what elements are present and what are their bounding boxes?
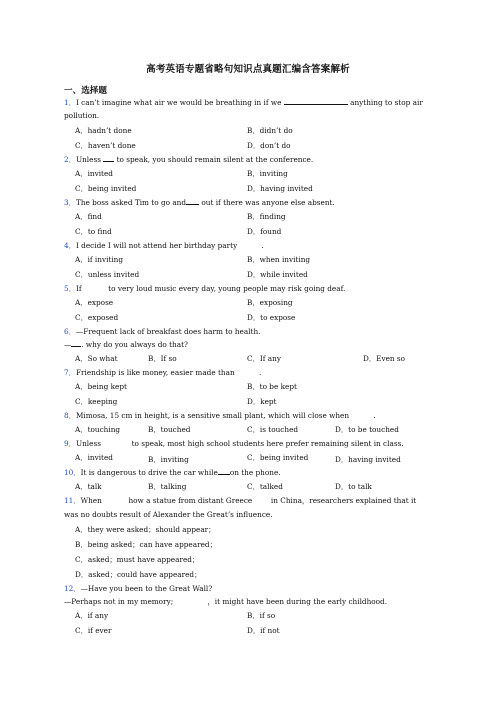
question-number: 6． [64, 327, 76, 336]
option-d[interactable]: D．to expose [247, 313, 296, 322]
option-b[interactable]: B．exposing [247, 298, 293, 307]
option-c[interactable]: C．is touched [247, 425, 299, 434]
option-d[interactable]: D．to talk [335, 482, 372, 491]
question-1: 1．I can’t imagine what air we would be breathing in if we anything to stop air [64, 98, 423, 107]
answer-blank [186, 198, 199, 205]
question-9: 9．Unless to speak, most high school students here prefer remaining silent in class. [64, 439, 404, 448]
document-title: 高考英语专题省略句知识点真题汇编含答案解析 [146, 64, 350, 75]
option-a[interactable]: A．talk [75, 482, 102, 491]
option-c[interactable]: C．exposed [75, 313, 119, 322]
question-11: 11．When how a statue from distant Greece in China，researchers explained that it [64, 496, 417, 505]
option-d[interactable]: D．don’t do [247, 141, 291, 150]
answer-blank [218, 468, 230, 475]
option-b[interactable]: B．If so [148, 354, 177, 363]
option-c[interactable]: C．asked；must have appeared； [75, 555, 200, 564]
option-b[interactable]: B．being asked；can have appeared； [75, 540, 217, 549]
question-11-continuation: was no doubts result of Alexander the Great’s influence. [64, 510, 273, 519]
question-6: 6．—Frequent lack of breakfast does harm to health. [64, 327, 261, 336]
option-c[interactable]: C．talked [247, 482, 283, 491]
option-b[interactable]: B．talking [148, 482, 187, 491]
option-b[interactable]: B．touched [148, 425, 191, 434]
option-b[interactable]: B．when inviting [247, 255, 311, 264]
answer-blank [71, 340, 81, 347]
question-number: 5． [64, 284, 76, 293]
question-number: 11． [64, 496, 81, 505]
answer-blank [103, 155, 114, 162]
option-c[interactable]: C．being invited [75, 184, 137, 193]
option-d[interactable]: D．if not [247, 626, 280, 635]
option-c[interactable]: C．unless invited [75, 270, 140, 279]
option-b[interactable]: B．didn’t do [247, 126, 293, 135]
option-d[interactable]: D．Even so [363, 354, 406, 363]
option-a[interactable]: A．invited [75, 453, 113, 462]
option-b[interactable]: B．inviting [247, 169, 288, 178]
option-d[interactable]: D．to be touched [335, 425, 399, 434]
option-b[interactable]: B．if so [247, 611, 276, 620]
question-number: 9． [64, 439, 76, 448]
option-c[interactable]: C．to find [75, 227, 112, 236]
option-d[interactable]: D．asked；could have appeared； [75, 570, 202, 579]
option-d[interactable]: D．while invited [247, 270, 308, 279]
question-3: 3．The boss asked Tim to go and out if there was anyone else absent. [64, 198, 335, 207]
option-a[interactable]: A．if any [75, 611, 109, 620]
option-c[interactable]: C．haven’t done [75, 141, 136, 150]
question-number: 12． [64, 584, 81, 593]
question-5: 5．If to very loud music every day, young people may risk going deaf. [64, 284, 346, 293]
question-number: 2． [64, 155, 76, 164]
option-d[interactable]: D．having invited [335, 455, 401, 464]
option-a[interactable]: A．So what [75, 354, 118, 363]
option-a[interactable]: A．find [75, 212, 102, 221]
option-c[interactable]: C．if ever [75, 626, 112, 635]
option-c[interactable]: C．being invited [247, 453, 309, 462]
question-8: 8．Mimosa, 15 cm in height, is a sensitive small plant, which will close when . [64, 411, 376, 420]
question-4: 4．I decide I will not attend her birthday party . [64, 241, 264, 250]
section-heading: 一、选择题 [64, 86, 107, 96]
option-b[interactable]: B．to be kept [247, 382, 297, 391]
question-7: 7．Friendship is like money, easier made than . [64, 368, 262, 377]
question-number: 10． [64, 468, 81, 477]
question-2: 2．Unless to speak, you should remain silent at the conference. [64, 155, 314, 164]
question-12: 12．—Have you been to the Great Wall? [64, 584, 213, 593]
question-number: 4． [64, 241, 76, 250]
option-d[interactable]: D．kept [247, 397, 277, 406]
option-b[interactable]: B．finding [247, 212, 286, 221]
answer-blank [284, 98, 348, 105]
option-a[interactable]: A．touching [75, 425, 121, 434]
option-a[interactable]: A．hadn’t done [75, 126, 132, 135]
option-c[interactable]: C．keeping [75, 397, 118, 406]
question-1-continuation: pollution. [64, 111, 100, 120]
question-number: 7． [64, 368, 76, 377]
option-b[interactable]: B．inviting [148, 455, 189, 464]
question-12-response: —Perhaps not in my memory; ，it might have been during the early childhood. [64, 597, 388, 606]
question-number: 8． [64, 411, 76, 420]
option-c[interactable]: C．If any [247, 354, 281, 363]
question-number: 3． [64, 198, 76, 207]
option-a[interactable]: A．invited [75, 169, 113, 178]
question-6-response: — . why do you always do that? [64, 340, 188, 349]
option-a[interactable]: A．expose [75, 298, 114, 307]
question-10: 10．It is dangerous to drive the car while on the phone. [64, 468, 281, 477]
question-number: 1． [64, 98, 76, 107]
option-a[interactable]: A．if inviting [75, 255, 124, 264]
option-a[interactable]: A．they were asked；should appear； [75, 525, 216, 534]
option-d[interactable]: D．found [247, 227, 282, 236]
option-d[interactable]: D．having invited [247, 184, 313, 193]
option-a[interactable]: A．being kept [75, 382, 127, 391]
